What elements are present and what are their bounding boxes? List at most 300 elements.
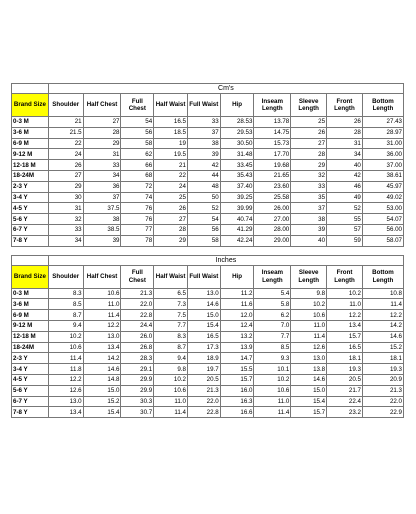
measurement-cell: 28.53 xyxy=(220,117,254,128)
measurement-cell: 15.7 xyxy=(220,374,254,385)
size-label-cell: 3-6 M xyxy=(12,299,49,310)
measurement-cell: 40 xyxy=(327,160,363,171)
measurement-cell: 11.4 xyxy=(254,407,291,418)
measurement-cell: 21.5 xyxy=(48,127,83,138)
measurement-cell: 13.0 xyxy=(48,396,83,407)
measurement-cell: 40.74 xyxy=(220,214,254,225)
column-header: Hip xyxy=(220,94,254,117)
table-row xyxy=(12,127,404,138)
size-chart xyxy=(11,83,404,418)
measurement-cell: 41.29 xyxy=(220,224,254,235)
column-header: Inseam Length xyxy=(254,265,291,288)
measurement-cell: 16.0 xyxy=(220,385,254,396)
measurement-cell: 10.6 xyxy=(154,385,188,396)
measurement-cell: 15.4 xyxy=(291,396,327,407)
measurement-cell: 13.4 xyxy=(327,320,363,331)
measurement-cell: 21.65 xyxy=(254,170,291,181)
size-label-cell: 2-3 Y xyxy=(12,181,49,192)
measurement-cell: 38.61 xyxy=(362,170,403,181)
measurement-cell: 10.6 xyxy=(254,385,291,396)
measurement-cell: 66 xyxy=(121,160,154,171)
measurement-cell: 39.25 xyxy=(220,192,254,203)
measurement-cell: 10.1 xyxy=(254,364,291,375)
size-label-cell: 4-5 Y xyxy=(12,374,49,385)
measurement-cell: 13.0 xyxy=(187,288,220,299)
measurement-cell: 8.7 xyxy=(48,310,83,321)
cm-size-table xyxy=(11,83,404,247)
measurement-cell: 13.4 xyxy=(83,342,121,353)
measurement-cell: 13.9 xyxy=(220,342,254,353)
size-label-cell: 6-7 Y xyxy=(12,224,49,235)
measurement-cell: 38.5 xyxy=(83,224,121,235)
measurement-cell: 15.2 xyxy=(83,396,121,407)
measurement-cell: 22.4 xyxy=(327,396,363,407)
measurement-cell: 16.5 xyxy=(187,331,220,342)
measurement-cell: 37 xyxy=(83,192,121,203)
measurement-cell: 49 xyxy=(327,192,363,203)
measurement-cell: 76 xyxy=(121,214,154,225)
measurement-cell: 10.6 xyxy=(48,342,83,353)
measurement-cell: 17.3 xyxy=(187,342,220,353)
measurement-cell: 22.9 xyxy=(362,407,403,418)
measurement-cell: 29.53 xyxy=(220,127,254,138)
measurement-cell: 9.3 xyxy=(254,353,291,364)
size-label-cell: 9-12 M xyxy=(12,149,49,160)
size-label-cell: 3-6 M xyxy=(12,127,49,138)
measurement-cell: 18.1 xyxy=(327,353,363,364)
measurement-cell: 15.2 xyxy=(362,342,403,353)
measurement-cell: 14.6 xyxy=(362,331,403,342)
measurement-cell: 56 xyxy=(187,224,220,235)
column-header: Full Waist xyxy=(187,265,220,288)
table-caption: Cm's xyxy=(48,84,403,94)
measurement-cell: 31 xyxy=(83,149,121,160)
measurement-cell: 30.50 xyxy=(220,138,254,149)
measurement-cell: 46 xyxy=(327,181,363,192)
measurement-cell: 11.8 xyxy=(48,364,83,375)
measurement-cell: 5.4 xyxy=(254,288,291,299)
table-row xyxy=(12,299,404,310)
measurement-cell: 29 xyxy=(291,160,327,171)
measurement-cell: 54 xyxy=(187,214,220,225)
measurement-cell: 39 xyxy=(291,224,327,235)
measurement-cell: 39 xyxy=(83,235,121,246)
measurement-cell: 18.5 xyxy=(154,127,188,138)
measurement-cell: 10.6 xyxy=(83,288,121,299)
measurement-cell: 8.5 xyxy=(254,342,291,353)
measurement-cell: 38 xyxy=(291,214,327,225)
measurement-cell: 45.97 xyxy=(362,181,403,192)
table-row xyxy=(12,364,404,375)
measurement-cell: 13.78 xyxy=(254,117,291,128)
column-header: Sleeve Length xyxy=(291,265,327,288)
size-label-cell: 0-3 M xyxy=(12,117,49,128)
measurement-cell: 7.0 xyxy=(254,320,291,331)
size-label-cell: 18-24M xyxy=(12,170,49,181)
column-header: Front Length xyxy=(327,265,363,288)
measurement-cell: 38 xyxy=(83,214,121,225)
measurement-cell: 33 xyxy=(187,117,220,128)
measurement-cell: 9.8 xyxy=(154,364,188,375)
measurement-cell: 12.2 xyxy=(327,310,363,321)
measurement-cell: 42 xyxy=(187,160,220,171)
measurement-cell: 30.3 xyxy=(121,396,154,407)
measurement-cell: 6.2 xyxy=(254,310,291,321)
header-row xyxy=(12,265,404,288)
measurement-cell: 9.8 xyxy=(291,288,327,299)
measurement-cell: 24 xyxy=(48,149,83,160)
table-caption-row xyxy=(12,255,404,265)
measurement-cell: 28.97 xyxy=(362,127,403,138)
measurement-cell: 31.48 xyxy=(220,149,254,160)
measurement-cell: 7.7 xyxy=(254,331,291,342)
measurement-cell: 15.7 xyxy=(327,331,363,342)
measurement-cell: 24 xyxy=(154,181,188,192)
caption-blank-cell xyxy=(12,255,49,265)
measurement-cell: 28 xyxy=(291,149,327,160)
measurement-cell: 27 xyxy=(154,214,188,225)
measurement-cell: 26 xyxy=(291,127,327,138)
measurement-cell: 28 xyxy=(154,224,188,235)
measurement-cell: 54 xyxy=(121,117,154,128)
measurement-cell: 19.5 xyxy=(154,149,188,160)
measurement-cell: 54.07 xyxy=(362,214,403,225)
measurement-cell: 56.00 xyxy=(362,224,403,235)
table-row xyxy=(12,138,404,149)
measurement-cell: 30 xyxy=(48,192,83,203)
measurement-cell: 59 xyxy=(327,235,363,246)
measurement-cell: 26 xyxy=(48,160,83,171)
measurement-cell: 14.8 xyxy=(83,374,121,385)
measurement-cell: 22 xyxy=(48,138,83,149)
measurement-cell: 13.4 xyxy=(48,407,83,418)
measurement-cell: 14.75 xyxy=(254,127,291,138)
measurement-cell: 33.45 xyxy=(220,160,254,171)
measurement-cell: 11.4 xyxy=(83,310,121,321)
table-row xyxy=(12,235,404,246)
measurement-cell: 22.0 xyxy=(187,396,220,407)
measurement-cell: 33 xyxy=(291,181,327,192)
measurement-cell: 32 xyxy=(48,214,83,225)
measurement-cell: 7.7 xyxy=(154,320,188,331)
measurement-cell: 19.68 xyxy=(254,160,291,171)
size-label-cell: 7-8 Y xyxy=(12,407,49,418)
caption-blank-cell xyxy=(12,84,49,94)
table-row xyxy=(12,331,404,342)
measurement-cell: 53.00 xyxy=(362,203,403,214)
size-label-cell: 9-12 M xyxy=(12,320,49,331)
measurement-cell: 29.00 xyxy=(254,235,291,246)
measurement-cell: 11.4 xyxy=(291,331,327,342)
table-row xyxy=(12,160,404,171)
measurement-cell: 15.0 xyxy=(291,385,327,396)
column-header: Shoulder xyxy=(48,265,83,288)
measurement-cell: 74 xyxy=(121,192,154,203)
measurement-cell: 25.58 xyxy=(254,192,291,203)
measurement-cell: 15.4 xyxy=(83,407,121,418)
measurement-cell: 29.1 xyxy=(121,364,154,375)
measurement-cell: 52 xyxy=(327,203,363,214)
column-header: Half Waist xyxy=(154,265,188,288)
measurement-cell: 16.3 xyxy=(220,396,254,407)
table-row xyxy=(12,342,404,353)
measurement-cell: 68 xyxy=(121,170,154,181)
measurement-cell: 22 xyxy=(154,170,188,181)
measurement-cell: 20.5 xyxy=(327,374,363,385)
table-row xyxy=(12,374,404,385)
size-label-cell: 7-8 Y xyxy=(12,235,49,246)
measurement-cell: 21.3 xyxy=(362,385,403,396)
measurement-cell: 18.1 xyxy=(362,353,403,364)
column-header: Bottom Length xyxy=(362,94,403,117)
measurement-cell: 12.6 xyxy=(48,385,83,396)
table-row xyxy=(12,214,404,225)
measurement-cell: 11.6 xyxy=(220,299,254,310)
measurement-cell: 15.7 xyxy=(291,407,327,418)
measurement-cell: 10.6 xyxy=(291,310,327,321)
measurement-cell: 13.0 xyxy=(291,353,327,364)
measurement-cell: 10.8 xyxy=(362,288,403,299)
measurement-cell: 22.8 xyxy=(187,407,220,418)
measurement-cell: 11.4 xyxy=(362,299,403,310)
measurement-cell: 28.3 xyxy=(121,353,154,364)
measurement-cell: 57 xyxy=(327,224,363,235)
measurement-cell: 19 xyxy=(154,138,188,149)
measurement-cell: 58 xyxy=(187,235,220,246)
measurement-cell: 31 xyxy=(327,138,363,149)
measurement-cell: 35.43 xyxy=(220,170,254,181)
measurement-cell: 14.2 xyxy=(83,353,121,364)
measurement-cell: 8.5 xyxy=(48,299,83,310)
measurement-cell: 22.8 xyxy=(121,310,154,321)
measurement-cell: 14.7 xyxy=(220,353,254,364)
measurement-cell: 25 xyxy=(154,192,188,203)
measurement-cell: 37 xyxy=(187,127,220,138)
column-header: Full Waist xyxy=(187,94,220,117)
measurement-cell: 26.8 xyxy=(121,342,154,353)
measurement-cell: 37.5 xyxy=(83,203,121,214)
measurement-cell: 23.60 xyxy=(254,181,291,192)
measurement-cell: 35 xyxy=(291,192,327,203)
measurement-cell: 33 xyxy=(48,224,83,235)
measurement-cell: 48 xyxy=(187,181,220,192)
size-label-cell: 12-18 M xyxy=(12,331,49,342)
measurement-cell: 36.00 xyxy=(362,149,403,160)
measurement-cell: 49.02 xyxy=(362,192,403,203)
measurement-cell: 13.2 xyxy=(220,331,254,342)
measurement-cell: 40 xyxy=(291,235,327,246)
measurement-cell: 37 xyxy=(291,203,327,214)
measurement-cell: 6.5 xyxy=(154,288,188,299)
measurement-cell: 29 xyxy=(83,138,121,149)
measurement-cell: 27 xyxy=(83,117,121,128)
measurement-cell: 50 xyxy=(187,192,220,203)
column-header: Front Length xyxy=(327,94,363,117)
table-row xyxy=(12,203,404,214)
measurement-cell: 29 xyxy=(154,235,188,246)
measurement-cell: 29.9 xyxy=(121,374,154,385)
measurement-cell: 9.4 xyxy=(48,320,83,331)
measurement-cell: 77 xyxy=(121,224,154,235)
measurement-cell: 7.3 xyxy=(154,299,188,310)
measurement-cell: 20.5 xyxy=(187,374,220,385)
table-row xyxy=(12,385,404,396)
measurement-cell: 27.43 xyxy=(362,117,403,128)
measurement-cell: 21.7 xyxy=(327,385,363,396)
size-label-cell: 5-6 Y xyxy=(12,385,49,396)
measurement-cell: 22.0 xyxy=(362,396,403,407)
header-row xyxy=(12,94,404,117)
table-caption: Inches xyxy=(48,255,403,265)
size-label-cell: 2-3 Y xyxy=(12,353,49,364)
column-header: Sleeve Length xyxy=(291,94,327,117)
measurement-cell: 78 xyxy=(121,235,154,246)
measurement-cell: 16.5 xyxy=(154,117,188,128)
measurement-cell: 28 xyxy=(327,127,363,138)
measurement-cell: 30.7 xyxy=(121,407,154,418)
size-label-cell: 0-3 M xyxy=(12,288,49,299)
size-label-cell: 6-7 Y xyxy=(12,396,49,407)
column-header: Inseam Length xyxy=(254,94,291,117)
measurement-cell: 15.4 xyxy=(187,320,220,331)
measurement-cell: 37.00 xyxy=(362,160,403,171)
measurement-cell: 12.6 xyxy=(291,342,327,353)
measurement-cell: 23.2 xyxy=(327,407,363,418)
measurement-cell: 15.73 xyxy=(254,138,291,149)
measurement-cell: 72 xyxy=(121,181,154,192)
measurement-cell: 14.6 xyxy=(83,364,121,375)
measurement-cell: 11.4 xyxy=(154,407,188,418)
measurement-cell: 39.99 xyxy=(220,203,254,214)
measurement-cell: 16.6 xyxy=(220,407,254,418)
measurement-cell: 12.4 xyxy=(220,320,254,331)
table-row xyxy=(12,170,404,181)
table-row xyxy=(12,224,404,235)
size-label-cell: 18-24M xyxy=(12,342,49,353)
measurement-cell: 13.0 xyxy=(83,331,121,342)
table-row xyxy=(12,288,404,299)
table-row xyxy=(12,353,404,364)
measurement-cell: 26 xyxy=(327,117,363,128)
column-header: Full Chest xyxy=(121,265,154,288)
column-header: Brand Size xyxy=(12,265,49,288)
size-label-cell: 3-4 Y xyxy=(12,364,49,375)
measurement-cell: 31 xyxy=(48,203,83,214)
measurement-cell: 42 xyxy=(327,170,363,181)
measurement-cell: 24.4 xyxy=(121,320,154,331)
measurement-cell: 62 xyxy=(121,149,154,160)
column-header: Half Chest xyxy=(83,94,121,117)
measurement-cell: 76 xyxy=(121,203,154,214)
measurement-cell: 10.2 xyxy=(291,299,327,310)
table-row xyxy=(12,149,404,160)
measurement-cell: 11.0 xyxy=(327,299,363,310)
measurement-cell: 14.2 xyxy=(362,320,403,331)
measurement-cell: 12.2 xyxy=(362,310,403,321)
measurement-cell: 34 xyxy=(83,170,121,181)
measurement-cell: 19.3 xyxy=(327,364,363,375)
measurement-cell: 15.0 xyxy=(187,310,220,321)
measurement-cell: 18.9 xyxy=(187,353,220,364)
measurement-cell: 58.07 xyxy=(362,235,403,246)
measurement-cell: 56 xyxy=(121,127,154,138)
measurement-cell: 12.2 xyxy=(83,320,121,331)
measurement-cell: 11.0 xyxy=(254,396,291,407)
measurement-cell: 22.0 xyxy=(121,299,154,310)
measurement-cell: 11.4 xyxy=(48,353,83,364)
column-header: Full Chest xyxy=(121,94,154,117)
measurement-cell: 10.2 xyxy=(327,288,363,299)
measurement-cell: 37.40 xyxy=(220,181,254,192)
measurement-cell: 9.4 xyxy=(154,353,188,364)
measurement-cell: 13.8 xyxy=(291,364,327,375)
measurement-cell: 25 xyxy=(291,117,327,128)
measurement-cell: 19.3 xyxy=(362,364,403,375)
measurement-cell: 14.6 xyxy=(187,299,220,310)
measurement-cell: 14.6 xyxy=(291,374,327,385)
measurement-cell: 11.0 xyxy=(83,299,121,310)
column-header: Brand Size xyxy=(12,94,49,117)
measurement-cell: 20.9 xyxy=(362,374,403,385)
table-row xyxy=(12,396,404,407)
measurement-cell: 39 xyxy=(187,149,220,160)
measurement-cell: 21 xyxy=(154,160,188,171)
measurement-cell: 33 xyxy=(83,160,121,171)
measurement-cell: 28 xyxy=(83,127,121,138)
measurement-cell: 38 xyxy=(187,138,220,149)
measurement-cell: 42.24 xyxy=(220,235,254,246)
measurement-cell: 10.2 xyxy=(254,374,291,385)
measurement-cell: 8.3 xyxy=(154,331,188,342)
measurement-cell: 17.70 xyxy=(254,149,291,160)
measurement-cell: 27.00 xyxy=(254,214,291,225)
table-row xyxy=(12,320,404,331)
column-header: Half Chest xyxy=(83,265,121,288)
measurement-cell: 5.8 xyxy=(254,299,291,310)
measurement-cell: 21.3 xyxy=(187,385,220,396)
measurement-cell: 15.0 xyxy=(83,385,121,396)
column-header: Shoulder xyxy=(48,94,83,117)
measurement-cell: 11.2 xyxy=(220,288,254,299)
table-caption-row xyxy=(12,84,404,94)
size-label-cell: 4-5 Y xyxy=(12,203,49,214)
measurement-cell: 10.2 xyxy=(154,374,188,385)
size-label-cell: 6-9 M xyxy=(12,310,49,321)
measurement-cell: 29.9 xyxy=(121,385,154,396)
measurement-cell: 11.0 xyxy=(154,396,188,407)
measurement-cell: 26 xyxy=(154,203,188,214)
table-row xyxy=(12,310,404,321)
measurement-cell: 19.7 xyxy=(187,364,220,375)
measurement-cell: 27 xyxy=(291,138,327,149)
measurement-cell: 27 xyxy=(48,170,83,181)
measurement-cell: 44 xyxy=(187,170,220,181)
measurement-cell: 12.2 xyxy=(48,374,83,385)
measurement-cell: 34 xyxy=(48,235,83,246)
table-row xyxy=(12,407,404,418)
column-header: Hip xyxy=(220,265,254,288)
measurement-cell: 29 xyxy=(48,181,83,192)
measurement-cell: 34 xyxy=(327,149,363,160)
measurement-cell: 8.3 xyxy=(48,288,83,299)
measurement-cell: 26.0 xyxy=(121,331,154,342)
measurement-cell: 32 xyxy=(291,170,327,181)
size-label-cell: 5-6 Y xyxy=(12,214,49,225)
column-header: Bottom Length xyxy=(362,265,403,288)
measurement-cell: 12.0 xyxy=(220,310,254,321)
measurement-cell: 10.2 xyxy=(48,331,83,342)
measurement-cell: 16.5 xyxy=(327,342,363,353)
